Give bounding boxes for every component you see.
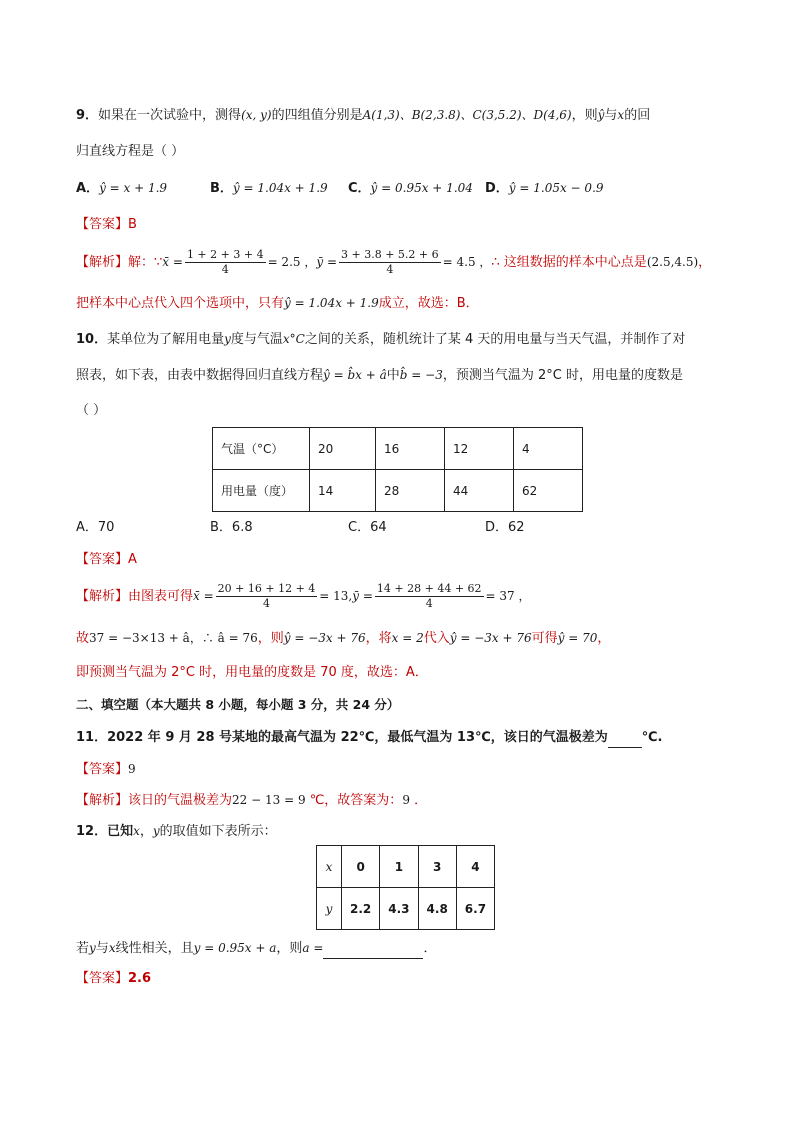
- q11-stem: 11．2022 年 9 月 28 号某地的最高气温为 22℃，最低气温为 13℃，该日的气温极差为 ℃.: [76, 728, 662, 748]
- q9-yhat: ŷ: [597, 108, 605, 122]
- q12-table-cell: 2.2: [342, 888, 380, 930]
- q9-text-a: 如果在一次试验中，测得: [98, 108, 242, 123]
- q10-options: [76, 518, 716, 538]
- q9-option-b[interactable]: B．ŷ = 1.04x + 1.9: [210, 181, 328, 196]
- q10-option-c[interactable]: C．64: [348, 520, 387, 535]
- q9-answer-value: B: [128, 217, 137, 232]
- q10-option-b[interactable]: B．6.8: [210, 520, 253, 535]
- q11-analysis: 【解析】该日的气温极差为22 − 13 = 9 ℃，故答案为：9 ．: [76, 793, 428, 808]
- q9-pair: (x, y): [241, 108, 272, 122]
- q9-option-d[interactable]: D．ŷ = 1.05x − 0.9: [485, 181, 604, 196]
- q10-option-a[interactable]: A．70: [76, 520, 115, 535]
- q10-table-cell: 4: [514, 428, 583, 470]
- q10-analysis-line2: 故37 = −3×13 + â，∴ â = 76，则ŷ = −3x + 76，将x = 2代入ŷ = −3x + 76可得ŷ = 70，: [76, 631, 611, 646]
- q10-table-cell: 44: [445, 470, 514, 512]
- q9-option-c[interactable]: C．ŷ = 0.95x + 1.04: [348, 181, 473, 196]
- q12-table-cell: 1: [380, 846, 418, 888]
- q10-analysis-line1: 【解析】由图表可得x̄ = $\frac{20 + 16 + 12 + 4}{4}$ = 13,ȳ = $\frac{14 + 28 + 44 + 62}{4}$ = 37 ，: [76, 582, 531, 610]
- q12-table: [316, 845, 495, 930]
- q12-table-cell: 4.8: [418, 888, 456, 930]
- q9-answer: [76, 215, 137, 235]
- q10-table-header: 气温（°C）: [213, 428, 310, 470]
- q12-table-cell: 4: [456, 846, 494, 888]
- q9-text-b: 的四组值分别是: [271, 108, 363, 123]
- q10-option-d[interactable]: D．62: [485, 520, 525, 535]
- q11-blank[interactable]: [608, 733, 642, 748]
- q12-stem: 12．已知x，y的取值如下表所示：: [76, 824, 277, 839]
- q9-frac-y: $\frac{3 + 3.8 + 5.2 + 6}{4}$: [341, 248, 439, 276]
- q9-answer-label: 【答案】: [76, 217, 129, 232]
- q10-stem-line2: 照表，如下表，由表中数据得回归直线方程ŷ = b̂x + â中b̂ = −3，预测当气温为 2°C 时，用电量的度数是: [76, 368, 683, 383]
- q9-analysis-line1: 【解析】解：∵x̄ = $\frac{1 + 2 + 3 + 4}{4}$ = 2.5 ，ȳ = $\frac{3 + 3.8 + 5.2 + 6}{4}$ = 4.5 ，∴ 这组数据的样本中心点是(2.5,4.5)，: [76, 248, 712, 276]
- q10-table: [212, 427, 583, 512]
- q12-blank[interactable]: [323, 944, 423, 959]
- q10-table-cell: 16: [376, 428, 445, 470]
- q10-table-cell: 28: [376, 470, 445, 512]
- q9-option-a[interactable]: A．ŷ = x + 1.9: [76, 181, 168, 196]
- q10-stem-line1: 10．某单位为了解用电量y度与气温x°C之间的关系，随机统计了某 4 天的用电量与当天气温，并制作了对: [76, 332, 686, 347]
- q12-table-cell: 6.7: [456, 888, 494, 930]
- q10-frac-x: $\frac{20 + 16 + 12 + 4}{4}$: [217, 582, 316, 610]
- q10-answer: 【答案】A: [76, 552, 137, 567]
- q10-table-header: 用电量（度）: [213, 470, 310, 512]
- q10-stem-line3: （ ）: [76, 403, 107, 418]
- q12-table-header: x: [317, 846, 342, 888]
- q10-frac-y: $\frac{14 + 28 + 44 + 62}{4}$: [376, 582, 482, 610]
- q9-x: x: [617, 108, 625, 122]
- q9-options: [76, 178, 716, 198]
- section2-title: 二、填空题（本大题共 8 小题，每小题 3 分，共 24 分）: [76, 697, 400, 712]
- q12-table-header: y: [317, 888, 342, 930]
- q10-table-cell: 14: [310, 470, 376, 512]
- q12-table-cell: 3: [418, 846, 456, 888]
- q11-answer: 【答案】9: [76, 762, 136, 777]
- q9-analysis-line2: 把样本中心点代入四个选项中，只有ŷ = 1.04x + 1.9成立，故选：B．: [76, 296, 479, 311]
- q9-number: 9．: [76, 108, 99, 123]
- q9-stem-line1: [76, 105, 650, 126]
- q9-stem-line2: 归直线方程是（ ）: [76, 144, 185, 159]
- q12-table-cell: 4.3: [380, 888, 418, 930]
- q9-text-c: ，则: [571, 108, 598, 123]
- q12-table-cell: 0: [342, 846, 380, 888]
- q12-answer: 【答案】2.6: [76, 971, 152, 986]
- q9-points: A(1,3)、B(2,3.8)、C(3,5.2)、D(4,6): [362, 108, 572, 122]
- q10-analysis-line3: 即预测当气温为 2°C 时，用电量的度数是 70 度，故选：A．: [76, 665, 428, 680]
- q10-table-cell: 62: [514, 470, 583, 512]
- q9-text-e: 的回: [624, 108, 651, 123]
- q10-table-cell: 20: [310, 428, 376, 470]
- q9-frac-x: $\frac{1 + 2 + 3 + 4}{4}$: [186, 248, 264, 276]
- q12-condition: 若y与x线性相关，且y = 0.95x + a，则a = ．: [76, 938, 436, 959]
- q9-text-d: 与: [604, 108, 618, 123]
- q10-table-cell: 12: [445, 428, 514, 470]
